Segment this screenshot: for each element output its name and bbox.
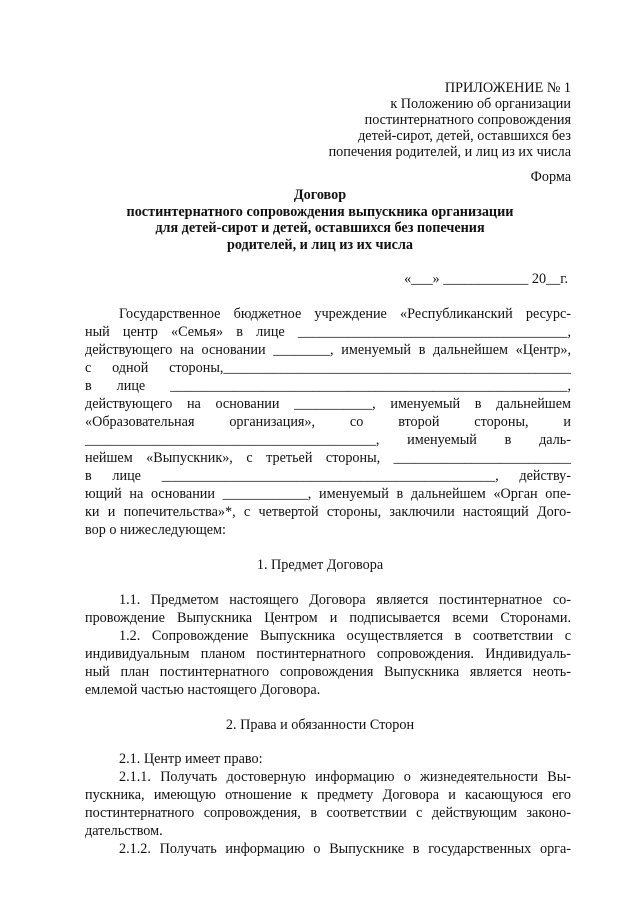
title-line: для детей-сирот и детей, оставшихся без попечения [155,220,485,236]
preamble-line: Государственное бюджетное учреждение «Республиканский ресурс- [119,306,571,322]
appendix-title: ПРИЛОЖЕНИЕ № 1 [444,80,571,96]
section-heading: 2. Права и обязанности Сторон [225,717,415,733]
section-line: ный план постинтернатного сопровождения Выпускника является неоть- [85,664,571,680]
preamble-line: ющий на основании ____________, именуемый в дальнейшем «Орган опе- [85,486,571,502]
preamble-line: в лице ________________________________________________________, [85,378,571,394]
date-line: «___» ____________ 20__г. [404,271,568,287]
section-line: 2.1.1. Получать достоверную информацию о жизнедеятельности Вы- [119,769,571,785]
preamble-line: действующего на основании ___________, именуемый в дальнейшем [85,396,571,412]
section-line: дательством. [85,823,163,839]
preamble-line: с одной стороны,_________________________________________________ [85,360,571,376]
section-heading: 1. Предмет Договора [256,557,384,573]
section-line: пускника, имеющую отношение к предмету Договора и касающуюся его [85,787,571,803]
section-line: емлемой частью настоящего Договора. [85,682,321,698]
section-line: индивидуальным планом постинтернатного сопровождения. Индивидуаль- [85,646,571,662]
section-line: 2.1.2. Получать информацию о Выпускнике в государственных орга- [119,841,571,857]
preamble-line: нейшем «Выпускник», с третьей стороны, _________________________ [85,450,571,466]
appendix-line: попечения родителей, и лиц из их числа [328,144,571,160]
preamble-line: ки и попечительства»*, с четвертой стороны, заключили настоящий Дого- [85,504,571,520]
title-line: Договор [293,187,347,203]
title-line: постинтернатного сопровождения выпускника организации [126,204,514,220]
section-line: 1.2. Сопровождение Выпускника осуществляется в соответствии с [119,628,571,644]
section-line: 1.1. Предметом настоящего Договора является постинтернатное со- [119,592,571,608]
title-line: родителей, и лиц из их числа [226,237,414,253]
appendix-line: к Положению об организации [390,96,571,112]
preamble-line: вор о нижеследующем: [85,522,226,538]
preamble-line: «Образовательная организация», со второй стороны, и [85,414,571,430]
section-line: провождение Выпускника Центром и подписывается всеми Сторонами. [85,610,571,626]
preamble-line: ный центр «Семья» в лице ______________________________________, [85,324,571,340]
section-line: 2.1. Центр имеет право: [119,751,263,767]
preamble-line: действующего на основании ________, именуемый в дальнейшем «Центр», [85,342,571,358]
form-label: Форма [530,169,571,185]
section-line: постинтернатного сопровождения, в соответствии с действующим законо- [85,805,571,821]
appendix-line: постинтернатного сопровождения [364,112,571,128]
appendix-line: детей-сирот, детей, оставшихся без [358,128,571,144]
preamble-line: _________________________________________, именуемый в даль- [85,432,571,448]
preamble-line: в лице _______________________________________________, действу- [85,468,571,484]
